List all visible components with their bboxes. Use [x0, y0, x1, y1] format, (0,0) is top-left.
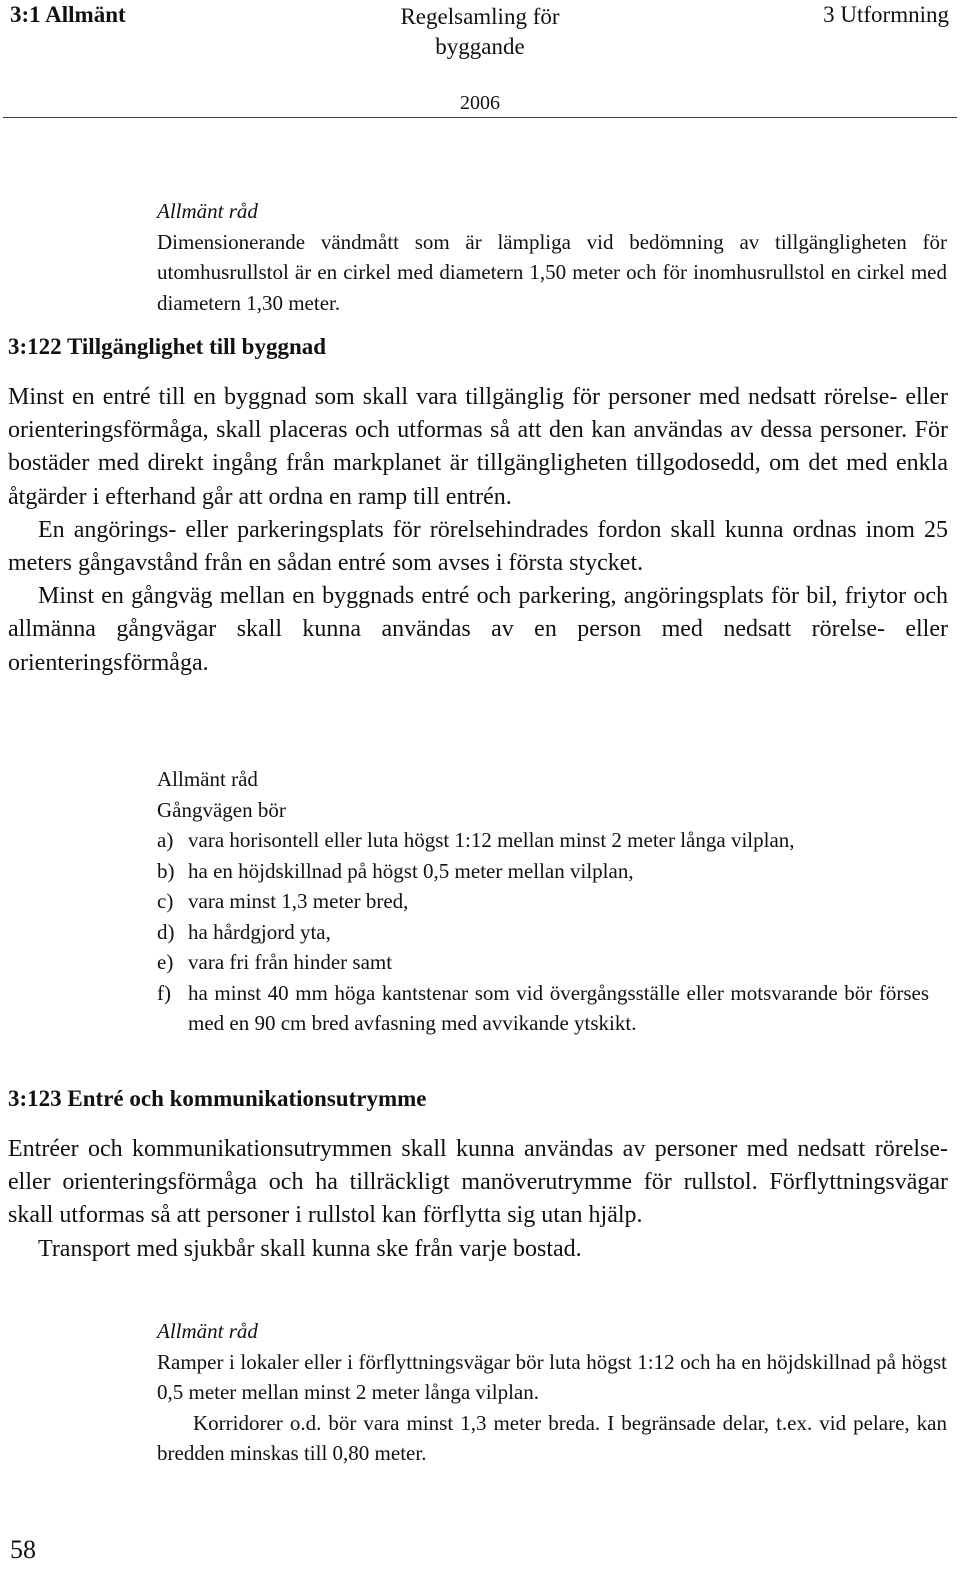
requirements-list: [157, 825, 929, 1039]
general-advice-label: Allmänt råd: [157, 199, 258, 223]
list-item-text: vara horisontell eller luta högst 1:12 mellan minst 2 meter långa vilplan,: [188, 828, 795, 852]
list-item-letter: a): [157, 828, 174, 852]
general-advice-1: [157, 196, 947, 318]
list-item: [157, 886, 929, 917]
list-item: [157, 917, 929, 948]
general-advice-text: Ramper i lokaler eller i förflyttningsvägar bör luta högst 1:12 och ha en höjdskillnad på högst 0,5 meter mellan minst 2 meter långa vilplan.: [157, 1349, 947, 1404]
list-item: [157, 947, 929, 978]
paragraph: Minst en entré till en byggnad som skall vara tillgänglig för personer med nedsatt rörelse- eller orienteringsförmåga, skall placeras och utformas så att den kan användas av dessa personer. För bostäder med direkt ingång från markplanet är tillgängligheten tillgodosedd, om det med enkla åtgärder i efterhand går att ordna en ramp till entrén.: [8, 384, 948, 510]
header-divider: [3, 117, 957, 118]
header-section: 3 Utformning: [823, 2, 949, 27]
list-item-letter: b): [157, 858, 175, 883]
list-item-letter: e): [157, 950, 174, 974]
header-year: 2006: [460, 92, 500, 114]
header-title-line1: Regelsamling för: [400, 4, 560, 29]
general-advice-intro: Gångvägen bör: [157, 797, 286, 822]
list-item-letter: c): [157, 889, 174, 913]
section-body-123: [8, 1133, 948, 1266]
section-heading-122: 3:122 Tillgänglighet till byggnad: [8, 334, 327, 359]
list-item-text: vara minst 1,3 meter bred,: [188, 889, 409, 913]
paragraph: Transport med sjukbår skall kunna ske från varje bostad.: [38, 1235, 582, 1262]
list-item-letter: f): [157, 980, 171, 1005]
general-advice-3: [157, 1316, 947, 1469]
header-chapter: 3:1 Allmänt: [10, 2, 126, 27]
list-item-text: vara fri från hinder samt: [188, 950, 393, 974]
section-body-122: [8, 381, 948, 680]
general-advice-text: Korridorer o.d. bör vara minst 1,3 meter breda. I begränsade delar, t.ex. vid pelare, kan bredden minskas till 0,80 meter.: [157, 1410, 947, 1465]
general-advice-2: [157, 764, 929, 1039]
header-title-line2: byggande: [435, 34, 525, 59]
list-item-text: ha en höjdskillnad på högst 0,5 meter mellan vilplan,: [188, 858, 634, 883]
page-number: 58: [10, 1535, 36, 1564]
paragraph: Entréer och kommunikationsutrymmen skall kunna användas av personer med nedsatt rörelse- eller orienteringsförmåga och ha tillräckligt manöverutrymme för rullstol. Förflyttningsvägar skall utformas så att personer i rullstol kan förflytta sig utan hjälp.: [8, 1136, 948, 1229]
list-item-letter: d): [157, 919, 175, 944]
paragraph: En angörings- eller parkeringsplats för rörelsehindrades fordon skall kunna ordnas inom 25 meters gångavstånd från en sådan entré som avses i första stycket.: [8, 516, 948, 577]
general-advice-label: Allmänt råd: [157, 1319, 258, 1343]
list-item: [157, 978, 929, 1039]
list-item: [157, 825, 929, 856]
paragraph: Minst en gångväg mellan en byggnads entré och parkering, angöringsplats för bil, friytor och allmänna gångvägar skall kunna användas av en person med nedsatt rörelse- eller orienteringsförmåga.: [8, 583, 948, 676]
general-advice-label: Allmänt råd: [157, 767, 258, 791]
list-item-text: ha minst 40 mm höga kantstenar som vid övergångsställe eller motsvarande bör förses med en 90 cm bred avfasning med avvikande ytskikt.: [188, 980, 929, 1035]
list-item-text: ha hårdgjord yta,: [188, 919, 331, 944]
list-item: [157, 856, 929, 887]
section-heading-123: 3:123 Entré och kommunikationsutrymme: [8, 1086, 427, 1111]
general-advice-text: Dimensionerande vändmått som är lämpliga vid bedömning av tillgängligheten för utomhusrullstol är en cirkel med diametern 1,50 meter och för inomhusrullstol en cirkel med diametern 1,30 meter.: [157, 229, 947, 315]
header-title: [380, 2, 580, 62]
